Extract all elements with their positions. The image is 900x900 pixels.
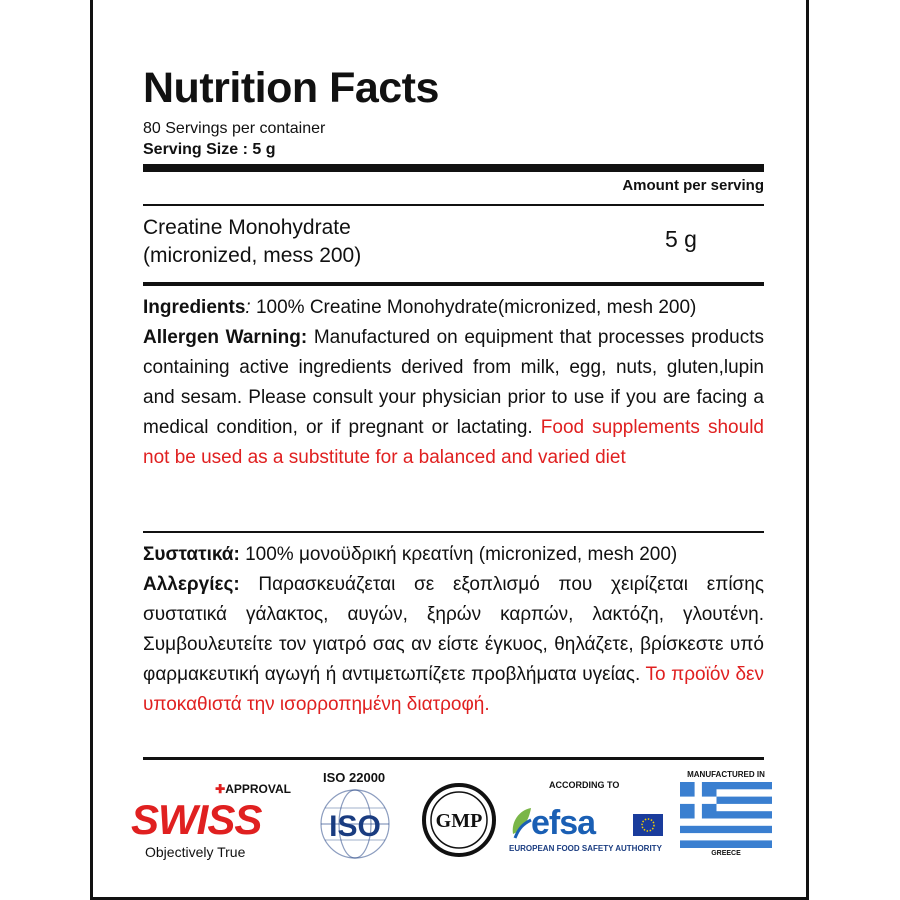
swiss-approval-text: ✚APPROVAL bbox=[215, 782, 291, 796]
label-title: Nutrition Facts bbox=[143, 64, 439, 112]
greek-supplement-warning: Το προϊόν δεν υποκαθιστά την ισορροπημένη διατροφή. bbox=[143, 664, 764, 715]
greek-flag-icon bbox=[680, 782, 772, 848]
greek-ingredients-text: 100% μονοϋδρική κρεατίνη (micronized, mesh 200) bbox=[239, 544, 678, 565]
supplement-warning: Food supplements should not be used as a substitute for a balanced and varied diet bbox=[143, 417, 764, 468]
thick-divider bbox=[143, 164, 764, 172]
nutrient-amount: 5 g bbox=[665, 226, 697, 252]
iso-22000-badge bbox=[313, 770, 403, 860]
iso-22000-text: ISO 22000 bbox=[323, 770, 386, 785]
greek-allergen-text: Παρασκευάζεται σε εξοπλισμό που χειρίζεται επίσης συστατικά γάλακτος, αυγών, ξηρών καρπών, λακτόζη, γλουτένη. Συμβουλευτείτε τον γιατρό σας αν είστε έγκυος, θηλάζετε, βρίσκεστε υπό φαρμακευτική αγωγή ή αντιμετωπίζετε προβλήματα υγείας. bbox=[143, 574, 764, 685]
efsa-wordmark: efsa bbox=[531, 804, 596, 842]
gmp-badge bbox=[421, 782, 497, 858]
nutrient-name-line2: (micronized, mess 200) bbox=[143, 244, 362, 267]
swiss-cross-icon: ✚ bbox=[215, 782, 226, 796]
nutrient-name-line1: Creatine Monohydrate bbox=[143, 216, 351, 239]
certification-badges bbox=[131, 768, 765, 868]
eu-flag-icon bbox=[633, 814, 663, 836]
gmp-seal-icon bbox=[421, 782, 497, 858]
language-divider bbox=[143, 531, 764, 533]
manufactured-in-text: MANUFACTURED IN bbox=[687, 770, 765, 779]
allergen-text: Manufactured on equipment that processes products containing active ingredients derived from milk, egg, nuts, gluten,lupin and sesam. Please consult your physician prior to use if you are facing a medical condition, or if pregnant or lactating. bbox=[143, 327, 764, 438]
greek-ingredients-label: Συστατικά: bbox=[143, 544, 240, 565]
swiss-tagline: Objectively True bbox=[145, 844, 246, 860]
english-ingredients-block bbox=[143, 293, 764, 473]
ingredients-colon: : bbox=[245, 297, 251, 318]
greece-text: GREECE bbox=[711, 850, 741, 857]
efsa-according-text: ACCORDING TO bbox=[549, 780, 620, 790]
serving-size: Serving Size : 5 g bbox=[143, 141, 276, 158]
greek-ingredients-block bbox=[143, 540, 764, 720]
nutrition-label bbox=[90, 0, 809, 900]
thin-divider bbox=[143, 204, 764, 206]
ingredients-label: Ingredients bbox=[143, 297, 246, 318]
made-in-greece-badge bbox=[678, 770, 774, 860]
ingredients-text: 100% Creatine Monohydrate(micronized, mesh 200) bbox=[250, 297, 697, 318]
logos-divider bbox=[143, 757, 764, 760]
servings-per-container: 80 Servings per container bbox=[143, 120, 326, 137]
greek-allergen-label: Αλλεργίες: bbox=[143, 574, 240, 595]
nutrient-name bbox=[143, 214, 361, 270]
efsa-badge bbox=[509, 776, 669, 866]
swiss-wordmark: SWISS bbox=[131, 796, 262, 843]
efsa-leaf-icon bbox=[509, 804, 533, 840]
iso-wordmark: ISO bbox=[329, 810, 381, 843]
efsa-authority-text: EUROPEAN FOOD SAFETY AUTHORITY bbox=[509, 844, 662, 853]
amount-per-serving-header: Amount per serving bbox=[622, 177, 764, 194]
allergen-label: Allergen Warning: bbox=[143, 327, 308, 348]
gmp-wordmark: GMP bbox=[435, 810, 483, 832]
medium-divider bbox=[143, 282, 764, 286]
